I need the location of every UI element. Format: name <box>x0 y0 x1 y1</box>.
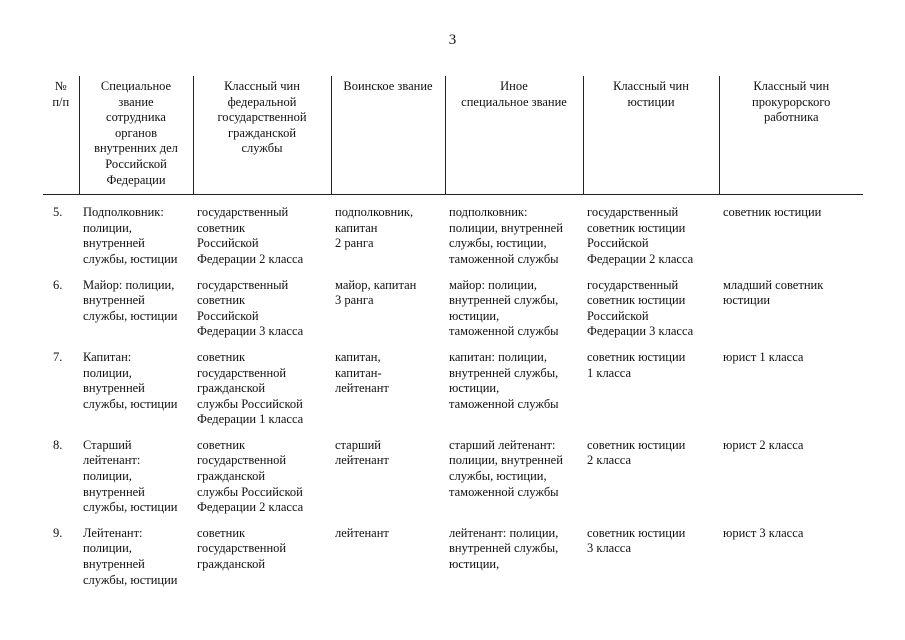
row-number: 8. <box>53 437 63 452</box>
table-row <box>43 428 863 516</box>
table-cell: Подполковник: полиции, внутренней службы, юстиции <box>83 205 178 266</box>
table-row <box>43 340 863 428</box>
table-cell: государственный советник юстиции Российской Федерации 3 класса <box>587 277 694 339</box>
table-cell: лейтенант <box>335 525 389 540</box>
table-cell: юрист 2 класса <box>723 437 804 452</box>
header-justice-class: Классный чин юстиции <box>583 76 719 195</box>
table-cell: государственный советник Российской Федерации 2 класса <box>197 205 304 266</box>
header-prosecutor-class: Классный чин прокурорского работника <box>719 76 863 195</box>
table-cell: младший советник юстиции <box>723 277 824 308</box>
table-header-row <box>43 76 863 195</box>
table-cell: советник юстиции <box>723 205 822 220</box>
table-cell: советник государственной гражданской службы Российской Федерации 1 класса <box>197 349 304 427</box>
table-cell: советник юстиции 2 класса <box>587 437 686 468</box>
table-cell: подполковник, капитан 2 ранга <box>335 205 414 251</box>
table-cell: государственный советник юстиции Российской Федерации 2 класса <box>587 205 694 266</box>
header-other-special-rank: Иное специальное звание <box>445 76 583 195</box>
table-cell: юрист 3 класса <box>723 525 804 540</box>
table-cell: старший лейтенант: полиции, внутренней службы, юстиции, таможенной службы <box>449 437 563 499</box>
table-cell: капитан, капитан- лейтенант <box>335 349 389 396</box>
table-cell: Майор: полиции, внутренней службы, юстиции <box>83 277 178 323</box>
header-internal-affairs-rank: Специальное звание сотрудника органов внутренних дел Российской Федерации <box>79 76 193 195</box>
header-civil-service-class: Классный чин федеральной государственной гражданской службы <box>193 76 331 195</box>
table-cell: советник государственной гражданской службы Российской Федерации 2 класса <box>197 437 304 515</box>
row-number: 5. <box>53 205 63 220</box>
table-row <box>43 268 863 340</box>
page-number: 3 <box>448 32 457 48</box>
table-cell: советник юстиции 1 класса <box>587 349 686 380</box>
table-cell: юрист 1 класса <box>723 349 804 364</box>
table-row <box>43 516 863 588</box>
header-military-rank: Воинское звание <box>331 76 445 195</box>
row-number: 6. <box>53 277 63 292</box>
table-cell: Лейтенант: полиции, внутренней службы, юстиции <box>83 525 178 587</box>
row-number: 7. <box>53 349 63 364</box>
table-cell: советник юстиции 3 класса <box>587 525 686 556</box>
table-cell: лейтенант: полиции, внутренней службы, юстиции, <box>449 525 559 572</box>
table-cell: Капитан: полиции, внутренней службы, юстиции <box>83 349 178 411</box>
table-cell: капитан: полиции, внутренней службы, юстиции, таможенной службы <box>449 349 559 411</box>
table-cell: Старший лейтенант: полиции, внутренней службы, юстиции <box>83 437 178 515</box>
table-cell: советник государственной гражданской <box>197 525 287 572</box>
table-row <box>43 195 863 268</box>
table-cell: государственный советник Российской Федерации 3 класса <box>197 277 304 339</box>
ranks-table <box>43 76 863 588</box>
table-cell: майор: полиции, внутренней службы, юстиции, таможенной службы <box>449 277 559 339</box>
table-cell: майор, капитан 3 ранга <box>335 277 417 308</box>
table-cell: подполковник: полиции, внутренней службы, юстиции, таможенной службы <box>449 205 563 266</box>
row-number: 9. <box>53 525 63 540</box>
table-cell: старший лейтенант <box>335 437 389 468</box>
header-number: № п/п <box>43 76 79 195</box>
